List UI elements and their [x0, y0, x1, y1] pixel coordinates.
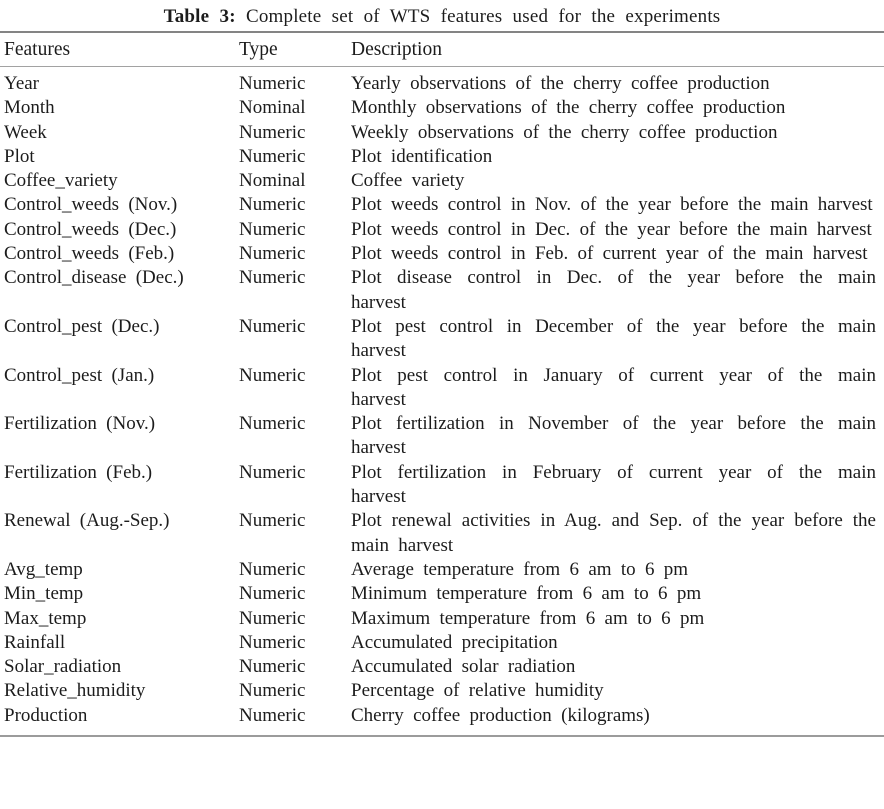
description-cell: Coffee variety — [351, 170, 465, 192]
table-row — [0, 509, 884, 558]
description-cell: Cherry coffee production (kilograms) — [351, 704, 650, 726]
table-row — [0, 67, 884, 97]
description-cell: Plot identification — [351, 145, 493, 167]
table-row — [0, 315, 884, 364]
table-row — [0, 558, 884, 582]
feature-cell: Control_disease (Dec.) — [4, 267, 184, 289]
type-cell: Numeric — [239, 121, 306, 143]
type-cell: Numeric — [239, 510, 306, 532]
feature-cell: Week — [4, 121, 47, 143]
type-cell: Numeric — [239, 267, 306, 289]
type-cell: Numeric — [239, 656, 306, 678]
table-row — [0, 461, 884, 510]
column-header-description: Description — [351, 32, 884, 67]
description-cell: Monthly observations of the cherry coffee production — [351, 97, 786, 119]
description-cell: Minimum temperature from 6 am to 6 pm — [351, 583, 702, 605]
feature-cell: Min_temp — [4, 583, 84, 605]
feature-cell: Coffee_variety — [4, 170, 118, 192]
wts-features-table — [0, 31, 884, 737]
table-body — [0, 67, 884, 737]
description-cell: Plot weeds control in Dec. of the year before the main harvest — [351, 218, 872, 240]
type-cell: Numeric — [239, 218, 306, 240]
table-row — [0, 655, 884, 679]
table-row — [0, 242, 884, 266]
type-cell: Numeric — [239, 558, 306, 580]
description-cell: Plot fertilization in February of current year of the main harvest — [351, 461, 876, 508]
type-cell: Numeric — [239, 243, 306, 265]
table-row — [0, 607, 884, 631]
description-cell: Plot weeds control in Nov. of the year before the main harvest — [351, 194, 873, 216]
description-cell: Plot weeds control in Feb. of current year of the main harvest — [351, 243, 868, 265]
type-cell: Numeric — [239, 607, 306, 629]
table-row — [0, 169, 884, 193]
feature-cell: Relative_humidity — [4, 680, 146, 702]
type-cell: Numeric — [239, 583, 306, 605]
type-cell: Numeric — [239, 461, 306, 483]
table-row — [0, 582, 884, 606]
table-caption-text: Complete set of WTS features used for the experiments — [246, 6, 721, 27]
type-cell: Numeric — [239, 145, 306, 167]
feature-cell: Control_pest (Jan.) — [4, 364, 155, 386]
feature-cell: Solar_radiation — [4, 656, 122, 678]
table-row — [0, 266, 884, 315]
feature-cell: Plot — [4, 145, 35, 167]
column-header-features: Features — [0, 32, 239, 67]
description-cell: Plot fertilization in November of the year before the main harvest — [351, 413, 876, 459]
column-header-type: Type — [239, 32, 351, 67]
description-cell: Weekly observations of the cherry coffee production — [351, 121, 778, 143]
type-cell: Numeric — [239, 704, 306, 726]
feature-cell: Avg_temp — [4, 558, 83, 580]
table-row — [0, 412, 884, 461]
feature-cell: Max_temp — [4, 607, 87, 629]
type-cell: Numeric — [239, 73, 306, 94]
table-row — [0, 679, 884, 703]
table-row — [0, 218, 884, 242]
feature-cell: Control_weeds (Dec.) — [4, 218, 177, 240]
feature-cell: Production — [4, 704, 88, 726]
feature-cell: Renewal (Aug.-Sep.) — [4, 510, 170, 532]
table-caption-label: Table 3: — [163, 6, 236, 27]
description-cell: Plot pest control in January of current year of the main harvest — [351, 364, 876, 410]
description-cell: Average temperature from 6 am to 6 pm — [351, 558, 689, 580]
type-cell: Numeric — [239, 194, 306, 216]
table-row — [0, 96, 884, 120]
table-row — [0, 631, 884, 655]
type-cell: Numeric — [239, 364, 306, 386]
description-cell: Percentage of relative humidity — [351, 680, 604, 702]
description-cell: Plot pest control in December of the year before the main harvest — [351, 315, 876, 362]
type-cell: Numeric — [239, 680, 306, 702]
type-cell: Numeric — [239, 315, 306, 337]
table-caption — [0, 0, 884, 28]
table-row — [0, 145, 884, 169]
table-row — [0, 704, 884, 736]
feature-cell: Control_weeds (Nov.) — [4, 194, 178, 216]
type-cell: Nominal — [239, 97, 306, 119]
description-cell: Plot renewal activities in Aug. and Sep. of the year before the main harvest — [351, 510, 876, 556]
table-row — [0, 121, 884, 145]
feature-cell: Control_weeds (Feb.) — [4, 243, 175, 265]
type-cell: Nominal — [239, 170, 306, 192]
table-row — [0, 364, 884, 413]
feature-cell: Year — [4, 73, 40, 94]
feature-cell: Rainfall — [4, 631, 66, 653]
description-cell: Accumulated solar radiation — [351, 656, 576, 678]
feature-cell: Control_pest (Dec.) — [4, 315, 160, 337]
type-cell: Numeric — [239, 631, 306, 653]
type-cell: Numeric — [239, 413, 306, 435]
feature-cell: Fertilization (Nov.) — [4, 413, 156, 435]
feature-cell: Month — [4, 97, 55, 119]
table-header — [0, 32, 884, 67]
table-row — [0, 193, 884, 217]
description-cell: Plot disease control in Dec. of the year before the main harvest — [351, 267, 876, 313]
description-cell: Accumulated precipitation — [351, 631, 558, 653]
table-header-row — [0, 32, 884, 67]
feature-cell: Fertilization (Feb.) — [4, 461, 153, 483]
description-cell: Yearly observations of the cherry coffee production — [351, 73, 770, 94]
description-cell: Maximum temperature from 6 am to 6 pm — [351, 607, 705, 629]
